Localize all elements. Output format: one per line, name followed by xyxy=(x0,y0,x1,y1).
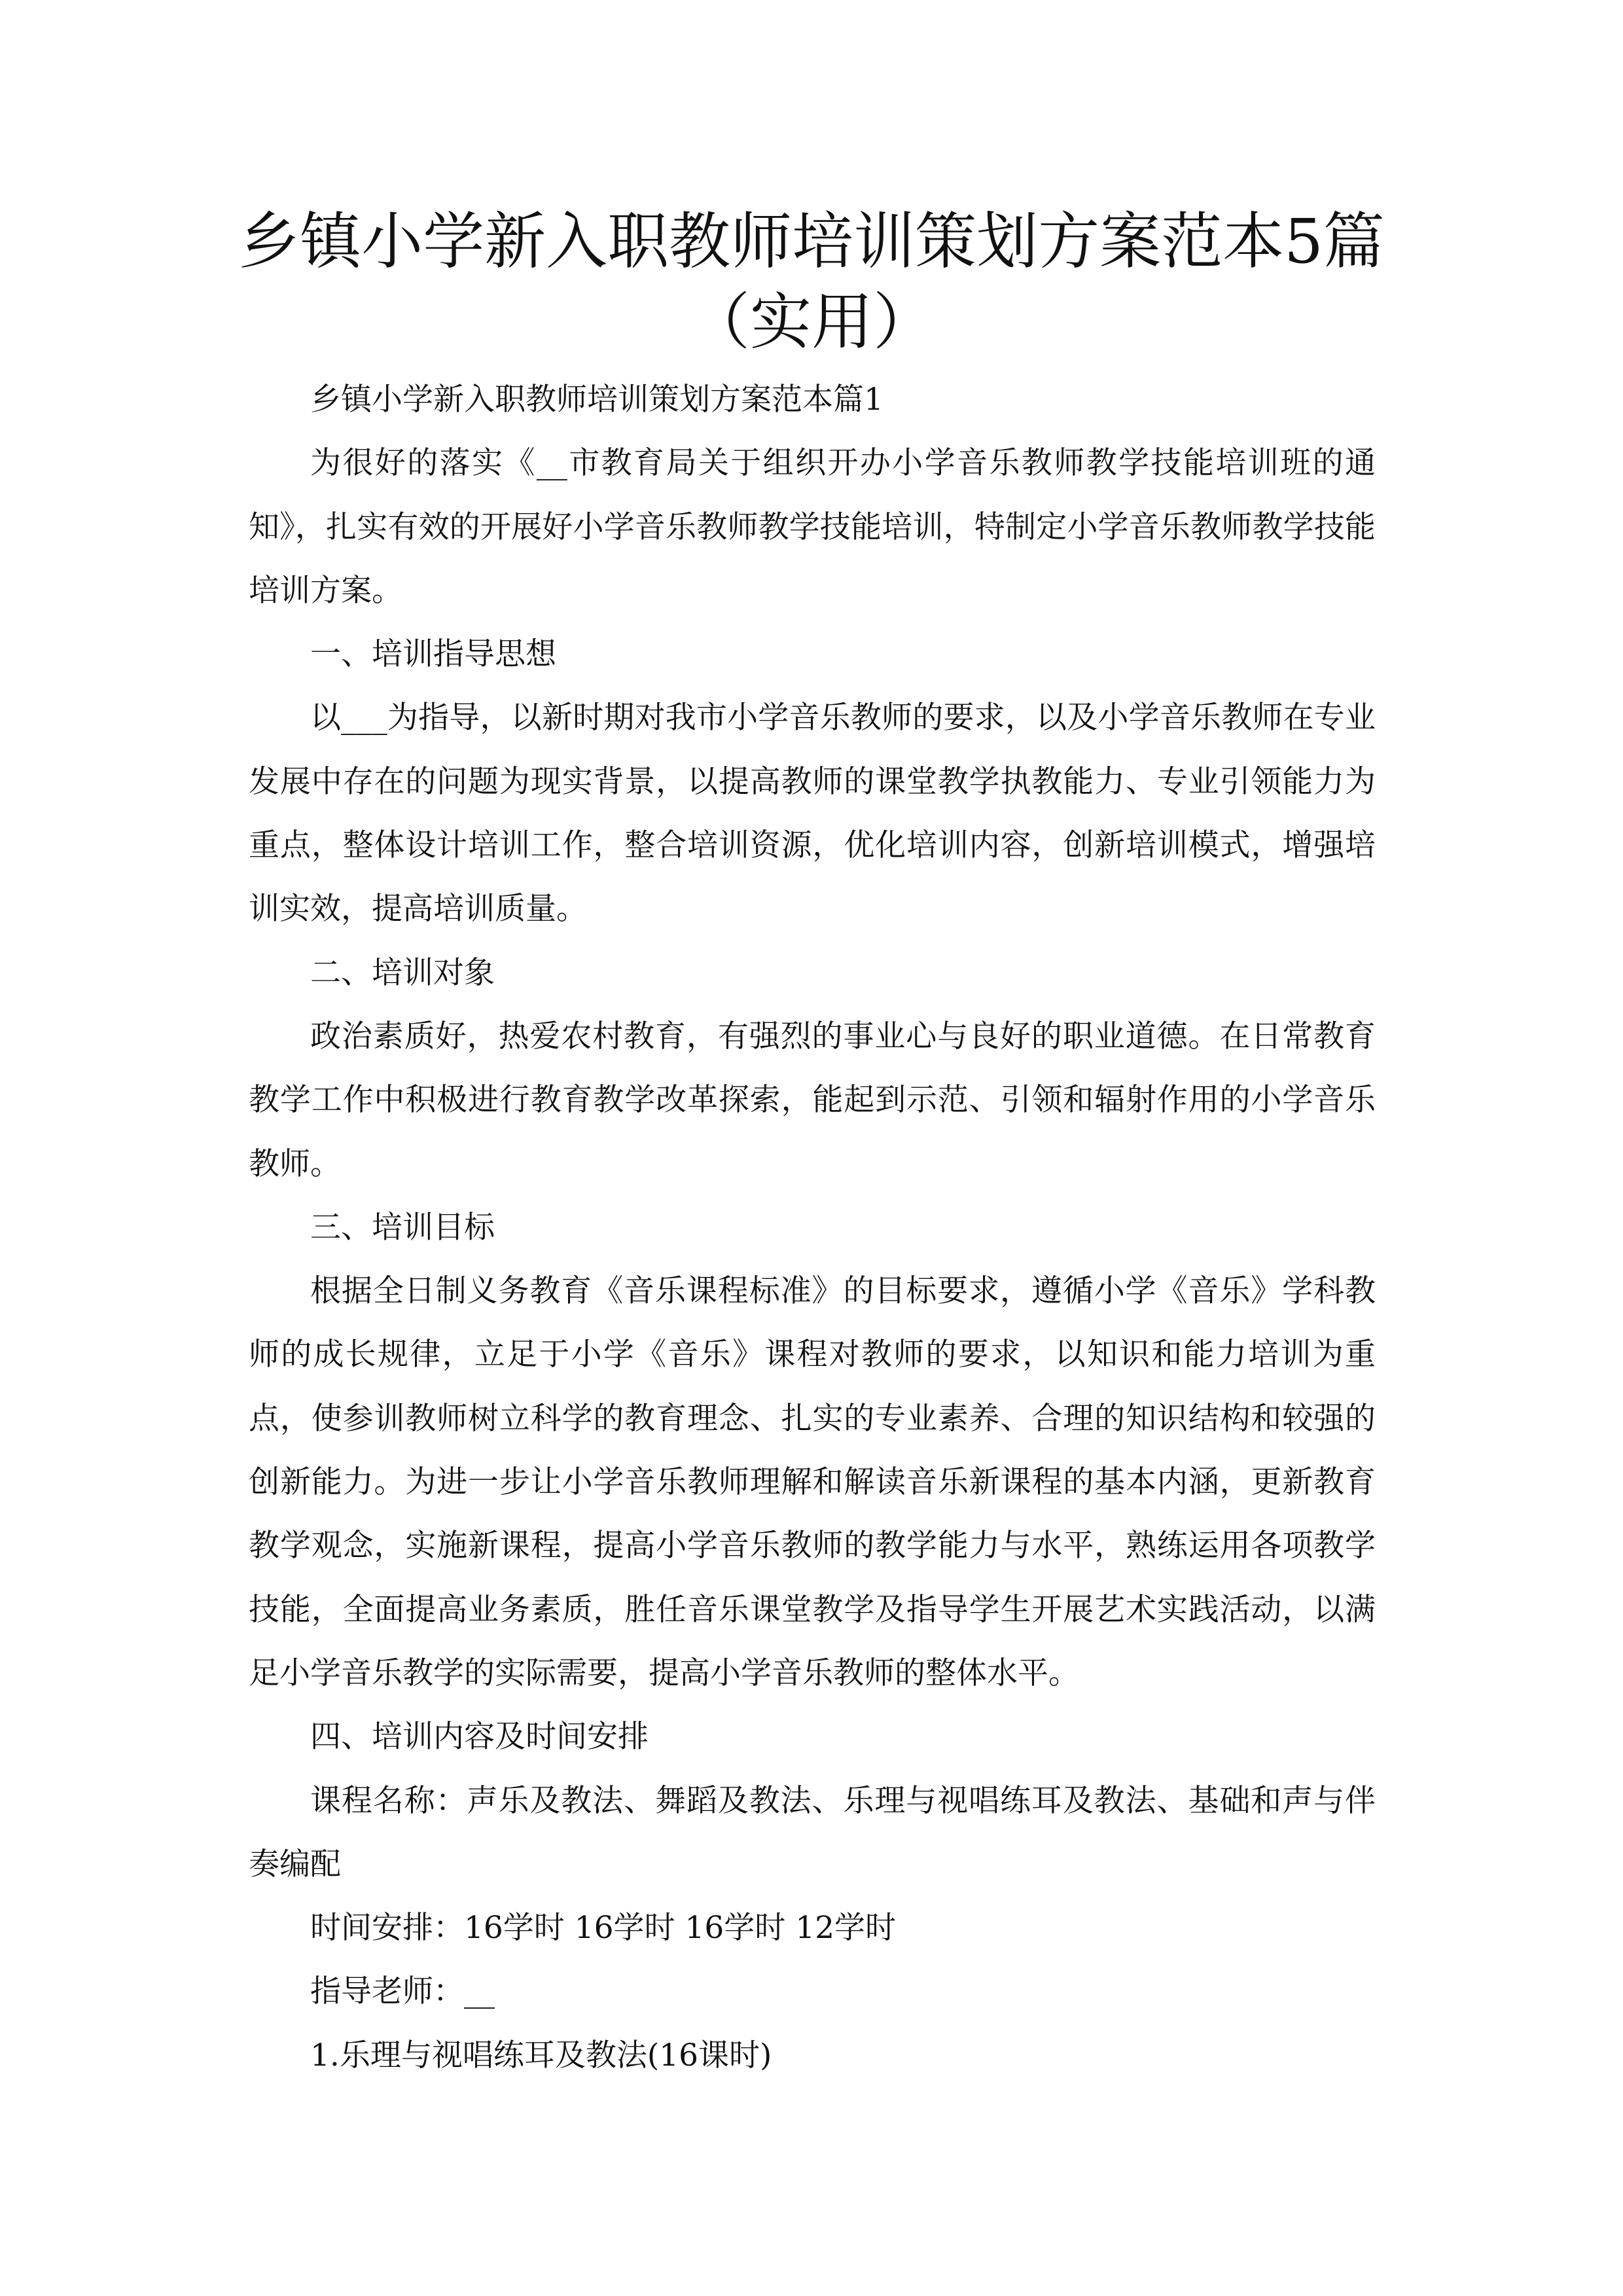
section-heading: 乡镇小学新入职教师培训策划方案范本篇1 xyxy=(310,382,883,418)
list-item: 1.乐理与视唱练耳及教法(16课时) xyxy=(310,2037,772,2073)
paragraph: 指导老师：__ xyxy=(310,1973,495,2010)
paragraph: 根据全日制义务教育《音乐课程标准》的目标要求，遵循小学《音乐》学科教师的成长规律，立足于小学《音乐》课程对教师的要求，以知识和能力培训为重点，使参训教师树立科学的教育理念、扎实的专业素养、合理的知识结构和较强的创新能力。为进一步让小学音乐教师理解和解读音乐新课程的基本内涵，更新教育教学观念，实施新课程，提高小学音乐教师的教学能力与水平，熟练运用各项教学技能，全面提高业务素质，胜任音乐课堂教学及指导学生开展艺术实践活动，以满足小学音乐教学的实际需要，提高小学音乐教师的整体水平。 xyxy=(249,1273,1376,1691)
section-heading: 四、培训内容及时间安排 xyxy=(310,1719,649,1755)
section-heading: 一、培训指导思想 xyxy=(310,636,556,673)
paragraph: 课程名称：声乐及教法、舞蹈及教法、乐理与视唱练耳及教法、基础和声与伴奏编配 xyxy=(249,1782,1376,1882)
section-heading: 三、培训目标 xyxy=(310,1209,495,1246)
paragraph: 为很好的落实《__市教育局关于组织开办小学音乐教师教学技能培训班的通知》，扎实有效的开展好小学音乐教师教学技能培训，特制定小学音乐教师教学技能培训方案。 xyxy=(249,445,1376,609)
paragraph: 以___为指导，以新时期对我市小学音乐教师的要求，以及小学音乐教师在专业发展中存在的问题为现实背景，以提高教师的课堂教学执教能力、专业引领能力为重点，整体设计培训工作，整合培训资源，优化培训内容，创新培训模式，增强培训实效，提高培训质量。 xyxy=(249,700,1376,927)
document-body xyxy=(249,368,1376,2087)
paragraph: 时间安排：16学时 16学时 16学时 12学时 xyxy=(310,1910,897,1946)
document-title: 乡镇小学新入职教师培训策划方案范本5篇（实用） xyxy=(238,206,1385,358)
paragraph: 政治素质好，热爱农村教育，有强烈的事业心与良好的职业道德。在日常教育教学工作中积极进行教育教学改革探索，能起到示范、引领和辐射作用的小学音乐教师。 xyxy=(249,1018,1376,1182)
section-heading: 二、培训对象 xyxy=(310,954,495,991)
